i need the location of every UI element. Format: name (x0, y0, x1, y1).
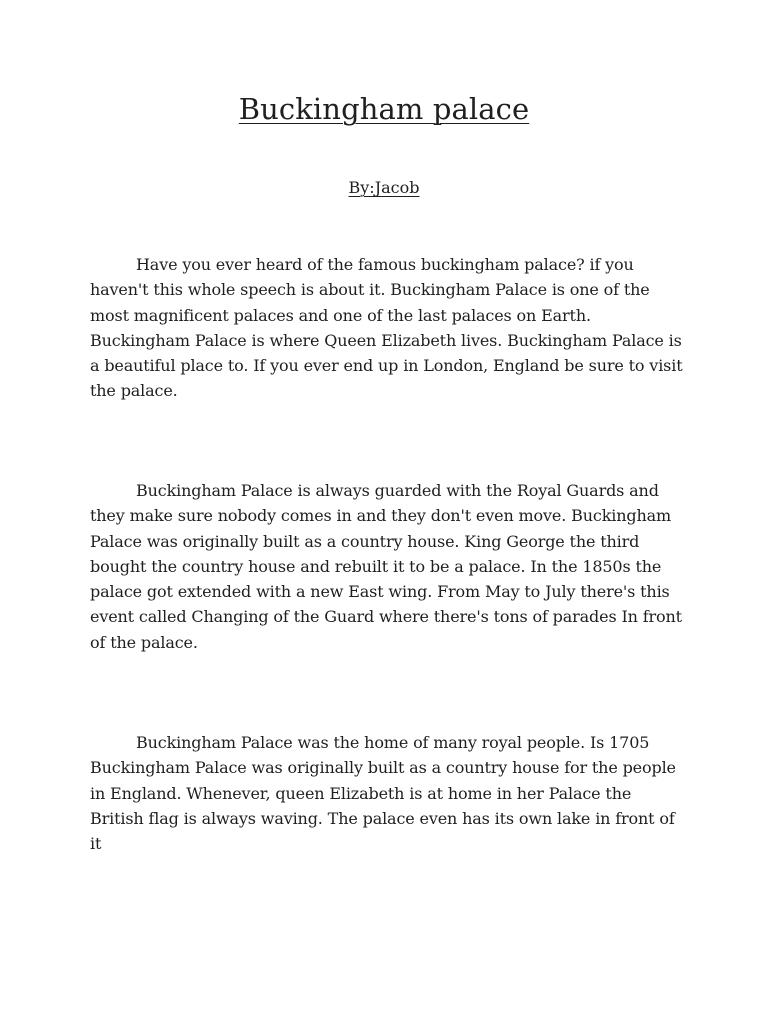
paragraph-3: Buckingham Palace was the home of many royal people. Is 1705 Buckingham Palace was originally built as a country house for the people in England. Whenever, queen Elizabeth is at home in her Palace the British flag is always waving. The palace even has its own lake in front of it (90, 733, 676, 854)
paragraph-2: Buckingham Palace is always guarded with the Royal Guards and they make sure nobody comes in and they don't even move. Buckingham Palace was originally built as a country house. King George the third bought the country house and rebuilt it to be a palace. In the 1850s the palace got extended with a new East wing. From May to July there's this event called Changing of the Guard where there's tons of parades In front of the palace. (90, 481, 682, 652)
paragraph-1: Have you ever heard of the famous buckingham palace? if you haven't this whole speech is about it. Buckingham Palace is one of the most magnificent palaces and one of the last palaces on Earth. Buckingham Palace is where Queen Elizabeth lives. Buckingham Palace is a beautiful place to. If you ever end up in London, England be sure to visit the palace. (90, 255, 683, 401)
page-title: Buckingham palace (238, 92, 530, 126)
author-byline: By:Jacob (348, 178, 420, 197)
